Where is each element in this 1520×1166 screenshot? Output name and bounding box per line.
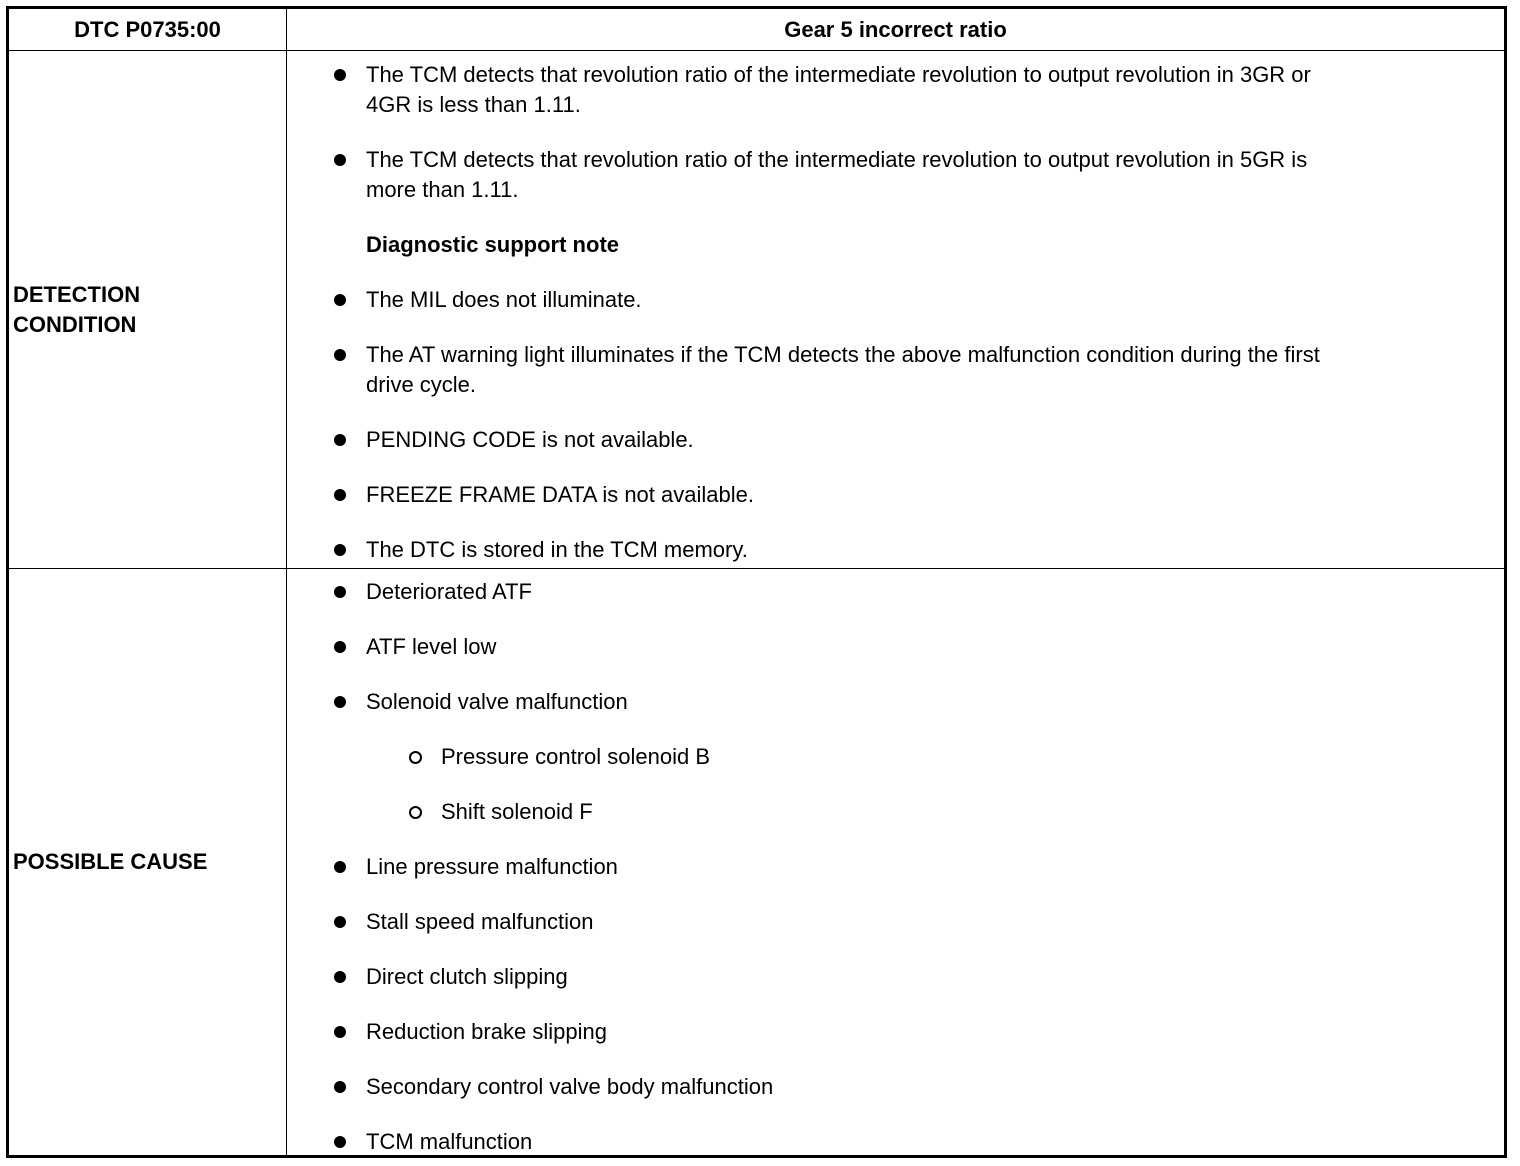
dtc-title: Gear 5 incorrect ratio <box>784 16 1007 42</box>
bullet-icon <box>334 586 346 598</box>
dtc-table <box>6 6 1507 1158</box>
bullet-icon <box>334 971 346 983</box>
detection-item-2-line1: The TCM detects that revolution ratio of the intermediate revolution to output revolution in 5GR is <box>366 147 1308 172</box>
cause-item-4: Line pressure malfunction <box>366 854 618 879</box>
bullet-icon <box>334 916 346 928</box>
detection-item-4-line1: The AT warning light illuminates if the TCM detects the above malfunction condition during the first <box>366 342 1320 367</box>
bullet-icon <box>334 544 346 556</box>
cause-label: POSSIBLE CAUSE <box>13 849 208 874</box>
bullet-icon <box>334 154 346 166</box>
detection-item-1-line2: 4GR is less than 1.11. <box>366 92 581 117</box>
cause-item-9: TCM malfunction <box>366 1129 533 1154</box>
cause-item-3: Solenoid valve malfunction <box>366 689 628 714</box>
cause-content <box>287 569 1504 1155</box>
bullet-icon <box>334 641 346 653</box>
detection-item-2-line2: more than 1.11. <box>366 177 519 202</box>
bullet-icon <box>334 349 346 361</box>
bullet-icon <box>334 294 346 306</box>
detection-item-4-line2: drive cycle. <box>366 372 477 397</box>
detection-row <box>9 51 1504 569</box>
cause-item-1: Deteriorated ATF <box>366 579 532 604</box>
bullet-icon <box>334 1026 346 1038</box>
bullet-icon <box>334 1136 346 1148</box>
detection-item-6: FREEZE FRAME DATA is not available. <box>366 482 754 507</box>
cause-item-7: Reduction brake slipping <box>366 1019 607 1044</box>
cause-item-5: Stall speed malfunction <box>366 909 594 934</box>
detection-label-line2: CONDITION <box>13 311 137 337</box>
bullet-icon <box>334 1081 346 1093</box>
detection-item-7: The DTC is stored in the TCM memory. <box>366 537 748 562</box>
sub-bullet-icon <box>409 806 422 819</box>
bullet-icon <box>334 489 346 501</box>
detection-label <box>13 51 283 568</box>
detection-item-5: PENDING CODE is not available. <box>366 427 694 452</box>
detection-item-1-line1: The TCM detects that revolution ratio of the intermediate revolution to output revolution in 3GR or <box>366 62 1311 87</box>
cause-item-8: Secondary control valve body malfunction <box>366 1074 774 1099</box>
bullet-icon <box>334 434 346 446</box>
header-row <box>9 9 1504 51</box>
detection-item-3: The MIL does not illuminate. <box>366 287 642 312</box>
sub-bullet-icon <box>409 751 422 764</box>
cause-row <box>9 569 1504 1155</box>
support-note-heading: Diagnostic support note <box>366 232 619 257</box>
detection-content <box>287 51 1504 568</box>
cause-item-2: ATF level low <box>366 634 497 659</box>
bullet-icon <box>334 69 346 81</box>
detection-label-line1: DETECTION <box>13 281 141 307</box>
bullet-icon <box>334 696 346 708</box>
cause-sub-item-2: Shift solenoid F <box>441 799 593 824</box>
bullet-icon <box>334 861 346 873</box>
cause-item-6: Direct clutch slipping <box>366 964 568 989</box>
cause-sub-item-1: Pressure control solenoid B <box>441 744 711 769</box>
dtc-code: DTC P0735:00 <box>74 16 221 42</box>
